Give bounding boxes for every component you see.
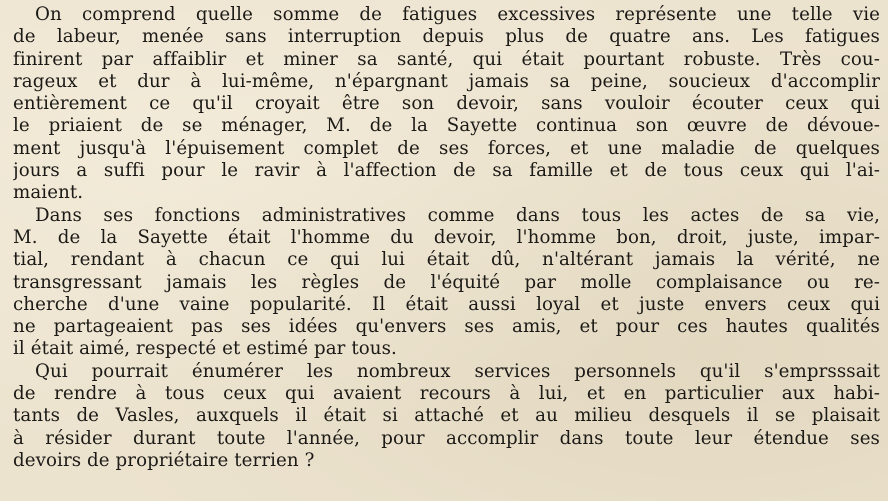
paragraph-2 — [13, 205, 880, 361]
text-line: ment jusqu'à l'épuisement complet de ses forces, et une maladie de quelques — [13, 137, 880, 159]
text-line: de labeur, menée sans interruption depuis plus de quatre ans. Les fatigues — [13, 26, 880, 48]
text-line: tants de Vasles, auxquels il était si attaché et au milieu desquels il se plaisait — [13, 405, 880, 427]
text-line: entièrement ce qu'il croyait être son devoir, sans vouloir écouter ceux qui — [13, 93, 880, 115]
text-line: jours a suffi pour le ravir à l'affection de sa famille et de tous ceux qui l'ai- — [13, 160, 880, 182]
text-line: maient. — [13, 182, 84, 204]
text-line: finirent par affaiblir et miner sa santé, qui était pourtant robuste. Très cou- — [13, 48, 880, 70]
text-line: Qui pourrait énumérer les nombreux services personnels qu'il s'emprsssait — [35, 360, 880, 382]
text-line: rageux et dur à lui-même, n'épargnant jamais sa peine, soucieux d'accomplir — [13, 70, 880, 92]
paragraph-1 — [13, 4, 880, 205]
text-line: transgressant jamais les règles de l'équité par molle complaisance ou re- — [13, 271, 880, 293]
text-line: devoirs de propriétaire terrien ? — [13, 449, 315, 471]
text-line: à résider durant toute l'année, pour accomplir dans toute leur étendue ses — [13, 427, 880, 449]
paragraph-3 — [13, 361, 880, 472]
text-line: ne partageaient pas ses idées qu'envers ses amis, et pour ces hautes qualités — [13, 316, 880, 338]
text-line: le priaient de se ménager, M. de la Sayette continua son œuvre de dévoue- — [13, 115, 880, 137]
text-line: tial, rendant à chacun ce qui lui était dû, n'altérant jamais la vérité, ne — [13, 249, 880, 271]
text-line: On comprend quelle somme de fatigues excessives représente une telle vie — [35, 4, 880, 25]
text-line: il était aimé, respecté et estimé par tous. — [13, 338, 397, 360]
text-line: cherche d'une vaine popularité. Il était aussi loyal et juste envers ceux qui — [13, 293, 880, 315]
text-line: Dans ses fonctions administratives comme dans tous les actes de sa vie, — [35, 204, 880, 226]
text-line: M. de la Sayette était l'homme du devoir, l'homme bon, droit, juste, impar- — [13, 226, 880, 248]
text-line: de rendre à tous ceux qui avaient recours à lui, et en particulier aux habi- — [13, 383, 880, 405]
